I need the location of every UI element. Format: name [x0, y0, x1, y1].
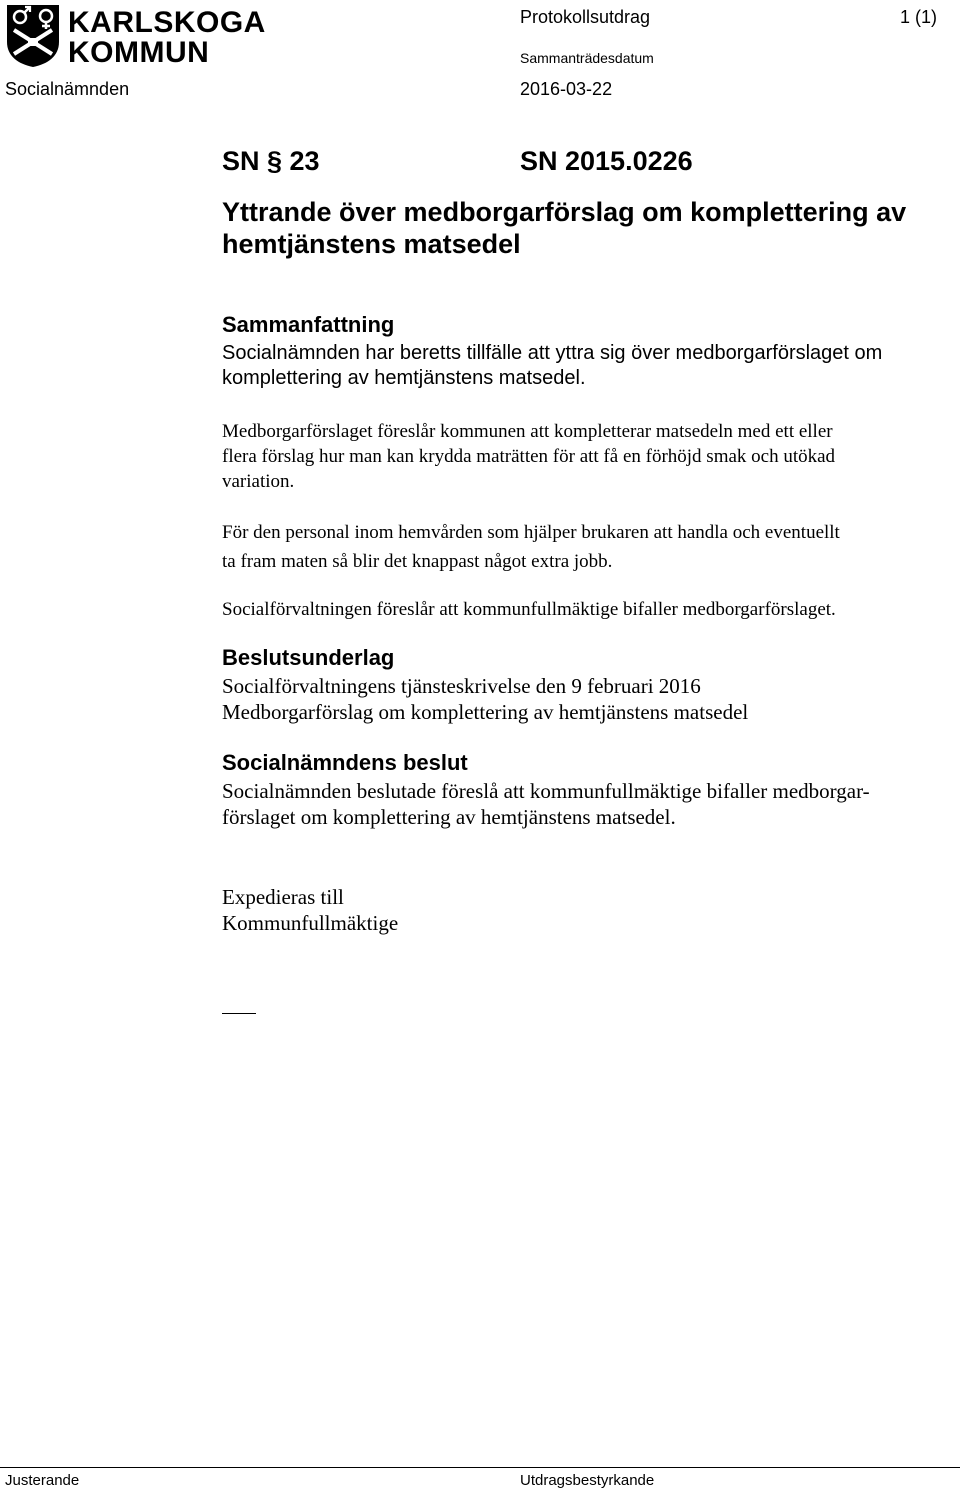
document-type: Protokollsutdrag [520, 7, 651, 27]
page-title-line-1: Yttrande över medborgarförslag om komplettering av [222, 197, 907, 227]
decision-text-line-1: Socialnämnden beslutade föreslå att kommunfullmäktige bifaller medborgar- [222, 779, 870, 803]
meeting-date: 2016-03-22 [520, 79, 613, 99]
paragraph-number: SN § 23 [222, 146, 320, 176]
case-number: SN 2015.0226 [520, 146, 693, 176]
date-label: Sammanträdesdatum [520, 50, 654, 66]
proposal-text-line-2: flera förslag hur man kan krydda maträtten för att få en förhöjd smak och utökad [222, 446, 836, 467]
summary-text-line-1: Socialnämnden har beretts tillfälle att yttra sig över medborgarförslaget om [222, 342, 883, 364]
footer-divider [0, 1467, 960, 1468]
recommendation-text: Socialförvaltningen föreslår att kommunfullmäktige bifaller medborgarförslaget. [222, 599, 836, 620]
decision-heading: Socialnämndens beslut [222, 750, 468, 775]
end-rule [222, 1013, 256, 1014]
staff-text-line-2: ta fram maten så blir det knappast något extra jobb. [222, 551, 613, 572]
karlskoga-kommun-logo [4, 2, 266, 70]
proposal-text-line-3: variation. [222, 471, 295, 492]
decision-text-line-2: förslaget om komplettering av hemtjänstens matsedel. [222, 805, 676, 829]
page-number: 1 (1) [900, 7, 938, 27]
staff-text-line-1: För den personal inom hemvården som hjälper brukaren att handla och eventuellt [222, 522, 840, 543]
basis-item: Medborgarförslag om komplettering av hemtjänstens matsedel [222, 700, 749, 724]
footer-certification-label: Utdragsbestyrkande [520, 1472, 655, 1489]
coat-of-arms-icon [4, 2, 62, 68]
summary-heading: Sammanfattning [222, 312, 395, 337]
logo-text-kommun: KOMMUN [68, 36, 210, 69]
logo-text-karlskoga: KARLSKOGA [68, 6, 266, 39]
dispatch-label: Expedieras till [222, 885, 344, 909]
summary-text-line-2: komplettering av hemtjänstens matsedel. [222, 367, 586, 389]
footer-adjuster-label: Justerande [5, 1472, 80, 1489]
dispatch-recipient: Kommunfullmäktige [222, 911, 399, 935]
proposal-text-line-1: Medborgarförslaget föreslår kommunen att kompletterar matsedeln med ett eller [222, 421, 833, 442]
basis-item: Socialförvaltningens tjänsteskrivelse den 9 februari 2016 [222, 674, 701, 698]
page-title-line-2: hemtjänstens matsedel [222, 229, 521, 259]
basis-heading: Beslutsunderlag [222, 645, 395, 670]
committee-name: Socialnämnden [5, 79, 130, 99]
